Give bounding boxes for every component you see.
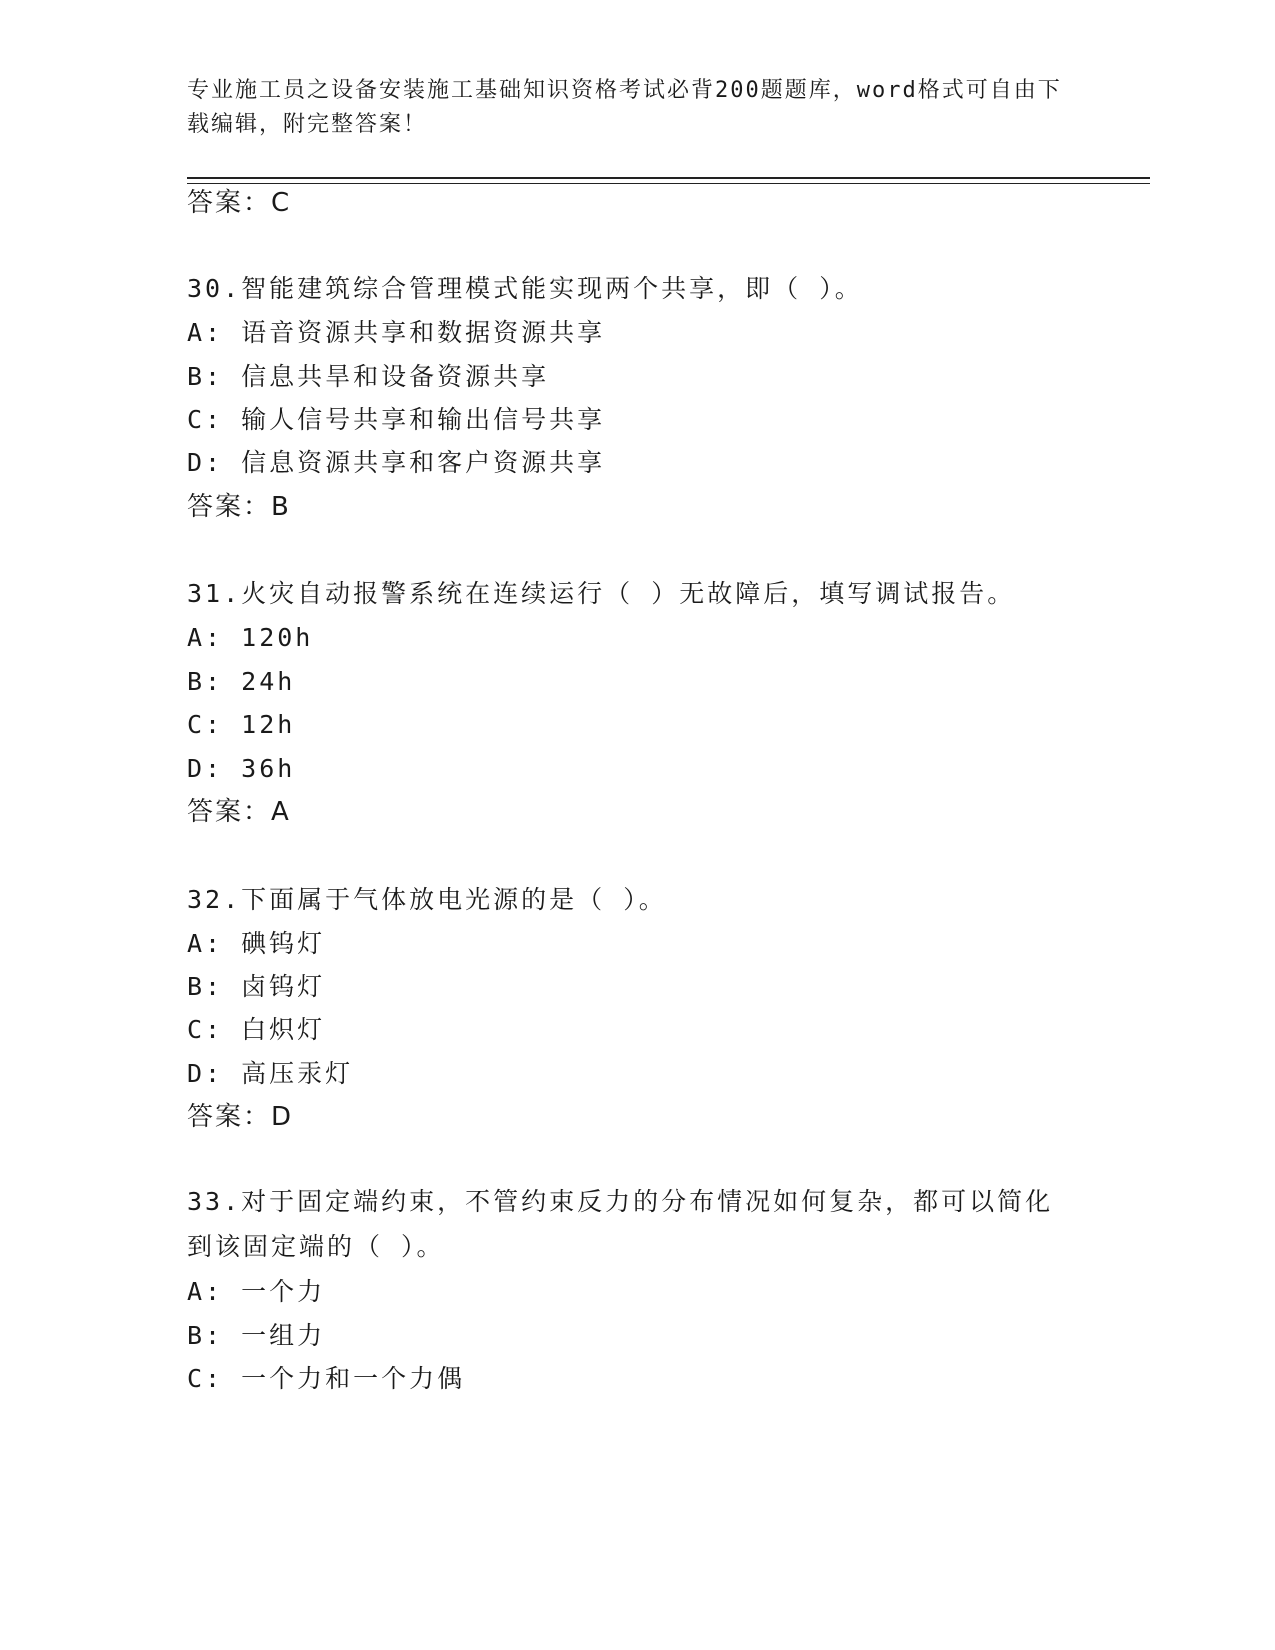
question-30-option-d: D: 信息资源共享和客户资源共享: [187, 448, 606, 477]
document-header: 专业施工员之设备安装施工基础知识资格考试必背200题题库，word格式可自由下载编辑，附完整答案！: [187, 78, 1062, 137]
question-33-stem: 33.对于固定端约束，不管约束反力的分布情况如何复杂，都可以简化到该固定端的（ ）。: [187, 1187, 1054, 1261]
answer-30: 答案：B: [187, 492, 291, 522]
question-32-option-d: D: 高压汞灯: [187, 1059, 354, 1088]
question-31-option-a: A: 120h: [187, 623, 314, 652]
question-30-option-a: A: 语音资源共享和数据资源共享: [187, 318, 606, 347]
header-divider-thin: [187, 183, 1150, 184]
question-33-option-c: C: 一个力和一个力偶: [187, 1364, 466, 1393]
question-32-option-a: A: 碘钨灯: [187, 929, 326, 958]
answer-32: 答案：D: [187, 1102, 294, 1132]
question-32-stem: 32.下面属于气体放电光源的是（ ）。: [187, 885, 667, 914]
question-32-option-c: C: 白炽灯: [187, 1015, 326, 1044]
question-33-option-b: B: 一组力: [187, 1321, 326, 1350]
question-30-stem: 30.智能建筑综合管理模式能实现两个共享，即（ ）。: [187, 274, 863, 303]
answer-31: 答案：A: [187, 797, 291, 827]
header-divider: [187, 177, 1150, 179]
question-32-option-b: B: 卤钨灯: [187, 972, 326, 1001]
question-30-option-c: C: 输人信号共享和输出信号共享: [187, 405, 606, 434]
question-33-option-a: A: 一个力: [187, 1277, 326, 1306]
question-30-option-b: B: 信息共旱和设备资源共享: [187, 362, 550, 391]
question-31-option-d: D: 36h: [187, 754, 296, 783]
answer-29: 答案：C: [187, 188, 292, 218]
question-31-stem: 31.火灾自动报警系统在连续运行（ ）无故障后，填写调试报告。: [187, 579, 1016, 608]
question-31-option-c: C: 12h: [187, 710, 296, 739]
question-31-option-b: B: 24h: [187, 667, 296, 696]
